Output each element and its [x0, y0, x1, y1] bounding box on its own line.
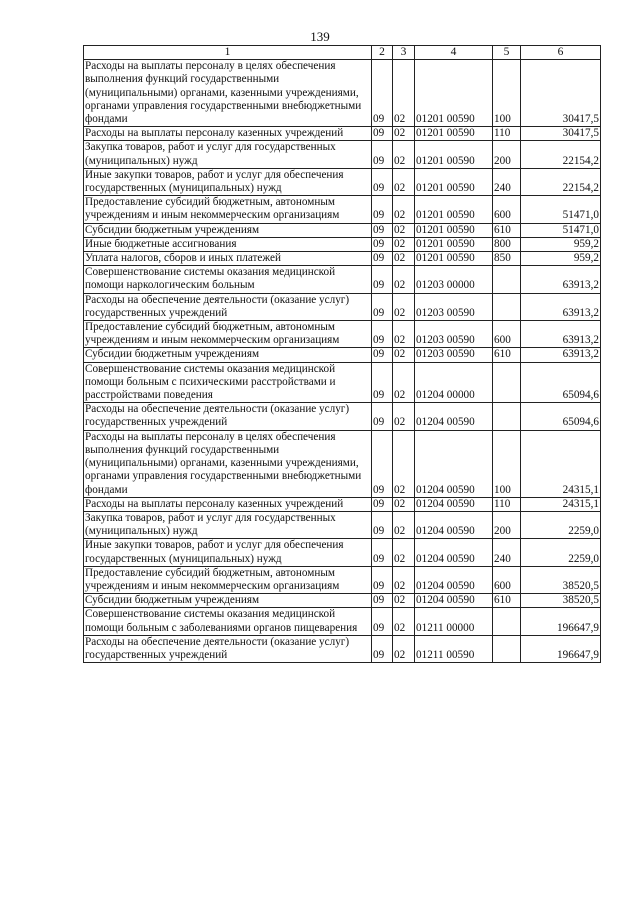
row-amount: 2259,0	[521, 511, 601, 538]
table-row	[84, 497, 601, 511]
row-amount: 38520,5	[521, 566, 601, 593]
row-section-code: 09	[372, 266, 393, 293]
row-expense-type-code	[493, 608, 521, 635]
row-subsection-code: 02	[393, 237, 415, 251]
row-amount: 2259,0	[521, 539, 601, 566]
row-expense-type-code: 100	[493, 60, 521, 127]
row-amount: 959,2	[521, 252, 601, 266]
row-description: Расходы на выплаты персоналу казенных учреждений	[84, 127, 372, 141]
row-description: Субсидии бюджетным учреждениям	[84, 223, 372, 237]
row-subsection-code: 02	[393, 608, 415, 635]
row-description: Субсидии бюджетным учреждениям	[84, 594, 372, 608]
row-subsection-code: 02	[393, 511, 415, 538]
row-section-code: 09	[372, 252, 393, 266]
row-expense-type-code: 600	[493, 566, 521, 593]
row-description: Предоставление субсидий бюджетным, автономным учреждениям и иным некоммерческим организациям	[84, 321, 372, 348]
row-subsection-code: 02	[393, 168, 415, 195]
row-section-code: 09	[372, 497, 393, 511]
row-description: Расходы на выплаты персоналу казенных учреждений	[84, 497, 372, 511]
row-target-article-code: 01201 00590	[415, 237, 493, 251]
row-expense-type-code: 600	[493, 321, 521, 348]
row-description: Расходы на выплаты персоналу в целях обеспечения выполнения функций государственными (муниципальными) органами, казенными учреждениями, органами управления государственными внебюджетными фондами	[84, 60, 372, 127]
row-target-article-code: 01201 00590	[415, 127, 493, 141]
row-description: Совершенствование системы оказания медицинской помощи наркологическим больным	[84, 266, 372, 293]
table-row	[84, 141, 601, 168]
row-description: Иные закупки товаров, работ и услуг для обеспечения государственных (муниципальных) нужд	[84, 168, 372, 195]
row-target-article-code: 01203 00590	[415, 321, 493, 348]
row-amount: 24315,1	[521, 430, 601, 497]
row-description: Расходы на обеспечение деятельности (оказание услуг) государственных учреждений	[84, 403, 372, 430]
row-target-article-code: 01201 00590	[415, 60, 493, 127]
row-section-code: 09	[372, 608, 393, 635]
row-section-code: 09	[372, 511, 393, 538]
table-row	[84, 223, 601, 237]
row-target-article-code: 01203 00000	[415, 266, 493, 293]
row-description: Расходы на обеспечение деятельности (оказание услуг) государственных учреждений	[84, 293, 372, 320]
row-subsection-code: 02	[393, 362, 415, 403]
row-amount: 63913,2	[521, 348, 601, 362]
row-section-code: 09	[372, 403, 393, 430]
row-section-code: 09	[372, 141, 393, 168]
row-expense-type-code: 800	[493, 237, 521, 251]
row-description: Предоставление субсидий бюджетным, автономным учреждениям и иным некоммерческим организациям	[84, 566, 372, 593]
row-target-article-code: 01204 00590	[415, 594, 493, 608]
row-description: Иные закупки товаров, работ и услуг для обеспечения государственных (муниципальных) нужд	[84, 539, 372, 566]
row-section-code: 09	[372, 362, 393, 403]
row-section-code: 09	[372, 196, 393, 223]
row-subsection-code: 02	[393, 223, 415, 237]
row-subsection-code: 02	[393, 127, 415, 141]
row-target-article-code: 01203 00590	[415, 293, 493, 320]
row-subsection-code: 02	[393, 321, 415, 348]
row-target-article-code: 01204 00590	[415, 511, 493, 538]
row-expense-type-code: 100	[493, 430, 521, 497]
header-col-3: 3	[393, 46, 415, 60]
row-amount: 65094,6	[521, 403, 601, 430]
row-target-article-code: 01201 00590	[415, 168, 493, 195]
row-description: Предоставление субсидий бюджетным, автономным учреждениям и иным некоммерческим организациям	[84, 196, 372, 223]
row-section-code: 09	[372, 539, 393, 566]
row-subsection-code: 02	[393, 430, 415, 497]
row-amount: 51471,0	[521, 196, 601, 223]
row-target-article-code: 01204 00590	[415, 497, 493, 511]
row-expense-type-code: 610	[493, 594, 521, 608]
row-expense-type-code	[493, 293, 521, 320]
row-section-code: 09	[372, 293, 393, 320]
row-section-code: 09	[372, 566, 393, 593]
table-row	[84, 635, 601, 662]
row-amount: 22154,2	[521, 141, 601, 168]
row-amount: 196647,9	[521, 608, 601, 635]
row-target-article-code: 01204 00590	[415, 403, 493, 430]
row-amount: 63913,2	[521, 321, 601, 348]
table-row	[84, 511, 601, 538]
row-description: Совершенствование системы оказания медицинской помощи больным с заболеваниями органов пищеварения	[84, 608, 372, 635]
table-row	[84, 608, 601, 635]
header-col-1: 1	[84, 46, 372, 60]
row-subsection-code: 02	[393, 497, 415, 511]
table-row	[84, 362, 601, 403]
row-subsection-code: 02	[393, 293, 415, 320]
table-row	[84, 266, 601, 293]
row-expense-type-code: 200	[493, 511, 521, 538]
row-expense-type-code: 240	[493, 168, 521, 195]
row-amount: 30417,5	[521, 127, 601, 141]
row-expense-type-code: 610	[493, 348, 521, 362]
row-section-code: 09	[372, 430, 393, 497]
header-col-6: 6	[521, 46, 601, 60]
table-row	[84, 196, 601, 223]
row-expense-type-code: 200	[493, 141, 521, 168]
table-row	[84, 403, 601, 430]
row-expense-type-code: 110	[493, 127, 521, 141]
table-row	[84, 60, 601, 127]
table-row	[84, 237, 601, 251]
row-subsection-code: 02	[393, 348, 415, 362]
row-amount: 63913,2	[521, 266, 601, 293]
budget-table	[83, 45, 601, 663]
table-row	[84, 594, 601, 608]
row-amount: 51471,0	[521, 223, 601, 237]
row-amount: 24315,1	[521, 497, 601, 511]
row-section-code: 09	[372, 348, 393, 362]
row-description: Уплата налогов, сборов и иных платежей	[84, 252, 372, 266]
row-expense-type-code: 600	[493, 196, 521, 223]
row-subsection-code: 02	[393, 566, 415, 593]
row-section-code: 09	[372, 223, 393, 237]
row-target-article-code: 01204 00590	[415, 430, 493, 497]
row-target-article-code: 01204 00590	[415, 539, 493, 566]
table-row	[84, 293, 601, 320]
row-target-article-code: 01203 00590	[415, 348, 493, 362]
row-expense-type-code	[493, 266, 521, 293]
header-col-2: 2	[372, 46, 393, 60]
row-section-code: 09	[372, 60, 393, 127]
table-row	[84, 168, 601, 195]
row-expense-type-code	[493, 635, 521, 662]
page-number: 139	[310, 29, 330, 44]
table-row	[84, 252, 601, 266]
row-subsection-code: 02	[393, 60, 415, 127]
row-expense-type-code: 110	[493, 497, 521, 511]
row-subsection-code: 02	[393, 141, 415, 168]
row-description: Расходы на выплаты персоналу в целях обеспечения выполнения функций государственными (муниципальными) органами, казенными учреждениями, органами управления государственными внебюджетными фондами	[84, 430, 372, 497]
row-amount: 63913,2	[521, 293, 601, 320]
row-target-article-code: 01204 00000	[415, 362, 493, 403]
row-description: Совершенствование системы оказания медицинской помощи больным с психическими расстройствами и расстройствами поведения	[84, 362, 372, 403]
row-description: Закупка товаров, работ и услуг для государственных (муниципальных) нужд	[84, 511, 372, 538]
table-row	[84, 566, 601, 593]
row-target-article-code: 01211 00590	[415, 635, 493, 662]
row-subsection-code: 02	[393, 403, 415, 430]
table-row	[84, 348, 601, 362]
header-col-4: 4	[415, 46, 493, 60]
row-subsection-code: 02	[393, 252, 415, 266]
row-subsection-code: 02	[393, 196, 415, 223]
header-row	[84, 46, 601, 60]
table-row	[84, 539, 601, 566]
row-amount: 22154,2	[521, 168, 601, 195]
row-section-code: 09	[372, 237, 393, 251]
row-target-article-code: 01201 00590	[415, 223, 493, 237]
row-section-code: 09	[372, 127, 393, 141]
row-subsection-code: 02	[393, 266, 415, 293]
row-target-article-code: 01201 00590	[415, 141, 493, 168]
row-description: Иные бюджетные ассигнования	[84, 237, 372, 251]
header-col-5: 5	[493, 46, 521, 60]
row-amount: 959,2	[521, 237, 601, 251]
row-target-article-code: 01201 00590	[415, 252, 493, 266]
row-subsection-code: 02	[393, 539, 415, 566]
row-expense-type-code	[493, 362, 521, 403]
row-section-code: 09	[372, 635, 393, 662]
row-expense-type-code: 610	[493, 223, 521, 237]
row-amount: 38520,5	[521, 594, 601, 608]
table-row	[84, 127, 601, 141]
row-subsection-code: 02	[393, 594, 415, 608]
row-description: Закупка товаров, работ и услуг для государственных (муниципальных) нужд	[84, 141, 372, 168]
row-target-article-code: 01201 00590	[415, 196, 493, 223]
row-expense-type-code: 850	[493, 252, 521, 266]
row-amount: 196647,9	[521, 635, 601, 662]
row-section-code: 09	[372, 168, 393, 195]
row-expense-type-code	[493, 403, 521, 430]
row-target-article-code: 01204 00590	[415, 566, 493, 593]
table-row	[84, 321, 601, 348]
row-expense-type-code: 240	[493, 539, 521, 566]
row-target-article-code: 01211 00000	[415, 608, 493, 635]
row-description: Расходы на обеспечение деятельности (оказание услуг) государственных учреждений	[84, 635, 372, 662]
row-amount: 30417,5	[521, 60, 601, 127]
row-description: Субсидии бюджетным учреждениям	[84, 348, 372, 362]
row-subsection-code: 02	[393, 635, 415, 662]
row-section-code: 09	[372, 321, 393, 348]
table-row	[84, 430, 601, 497]
row-amount: 65094,6	[521, 362, 601, 403]
row-section-code: 09	[372, 594, 393, 608]
